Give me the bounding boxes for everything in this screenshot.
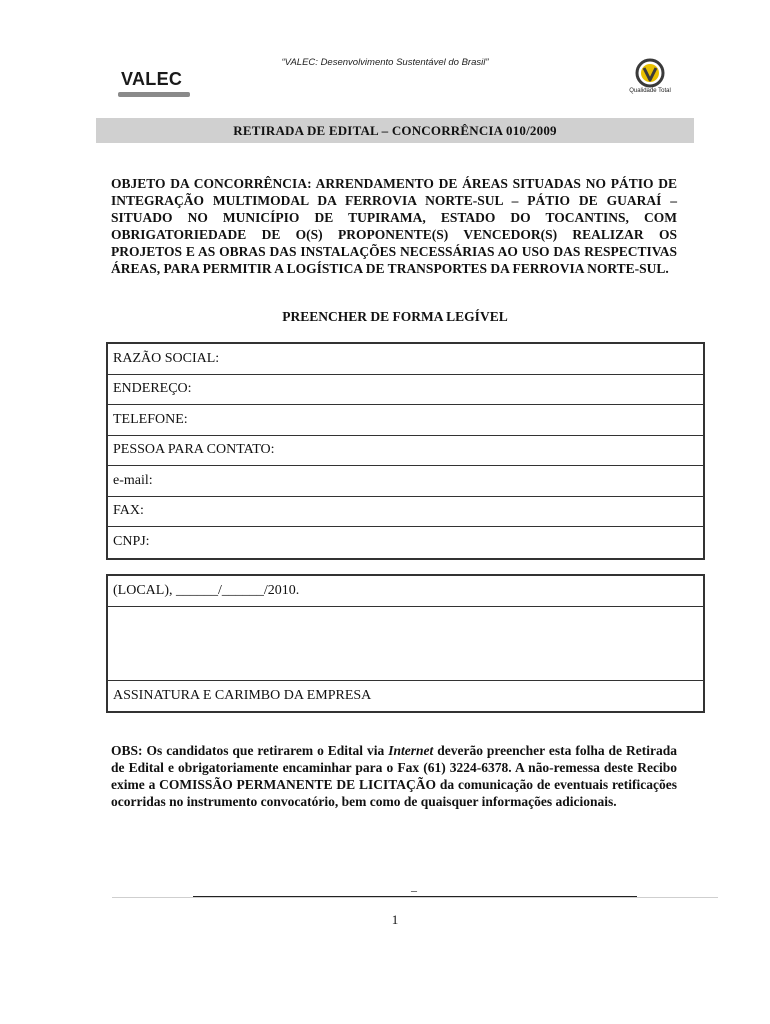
signature-table [106,574,705,713]
obs-internet-italic: Internet [388,743,434,758]
obs-paragraph [111,742,677,810]
quality-emblem-icon [635,58,665,88]
title-bar: RETIRADA DE EDITAL – CONCORRÊNCIA 010/2009 [96,118,694,143]
page-number: 1 [391,912,399,927]
field-pessoa-contato[interactable]: PESSOA PARA CONTATO: [108,436,703,467]
footer-dash: – [411,883,417,897]
objeto-paragraph: OBJETO DA CONCORRÊNCIA: ARRENDAMENTO DE ÁREAS SITUADAS NO PÁTIO DE INTEGRAÇÃO MULTIMODAL DA FERROVIA NORTE-SUL – PÁTIO DE GUARAÍ – SITUADO NO MUNICÍPIO DE TUPIRAMA, ESTADO DO TOCANTINS, COM OBRIGATORIEDADE DE O(S) PROPONENTE(S) VENCEDOR(S) REALIZAR OS PROJETOS E AS OBRAS DAS INSTALAÇÕES NECESSÁRIAS AO USO DAS RESPECTIVAS ÁREAS, PARA PERMITIR A LOGÍSTICA DE TRANSPORTES DA FERROVIA NORTE-SUL. [111,176,677,277]
field-fax[interactable]: FAX: [108,497,703,528]
logo-underline-bar [118,92,190,97]
field-cnpj[interactable]: CNPJ: [113,534,150,550]
slogan: “VALEC: Desenvolvimento Sustentável do Brasil” [281,57,489,68]
obs-text-start: OBS: Os candidatos que retirarem o Edital via [111,743,389,758]
field-razao-social[interactable]: RAZÃO SOCIAL: [108,344,703,375]
quality-caption: Qualidade Total [629,88,671,94]
field-telefone[interactable]: TELEFONE: [108,405,703,436]
date-line[interactable]: (LOCAL), ______/______/2010. [113,583,300,598]
signature-label: ASSINATURA E CARIMBO DA EMPRESA [113,688,372,703]
obs-text-end: deverão preencher esta folha de Retirada de Edital e obrigatoriamente encaminhar para o Fax (61) 3224-6378. A não-remessa deste Recibo exime a COMISSÃO PERMANENTE DE LICITAÇÃO da comunicação de eventuais retificações ocorridas no instrumento convocatório, bem como de quaisquer informações adicionais. [111,743,677,810]
instruction-heading: PREENCHER DE FORMA LEGÍVEL [282,309,508,324]
signature-space[interactable] [108,606,703,681]
field-email[interactable]: e-mail: [108,466,703,497]
quality-logo [622,58,678,98]
logo-text: VALEC [121,69,183,89]
field-endereco[interactable]: ENDEREÇO: [108,375,703,406]
company-form-table [106,342,705,560]
